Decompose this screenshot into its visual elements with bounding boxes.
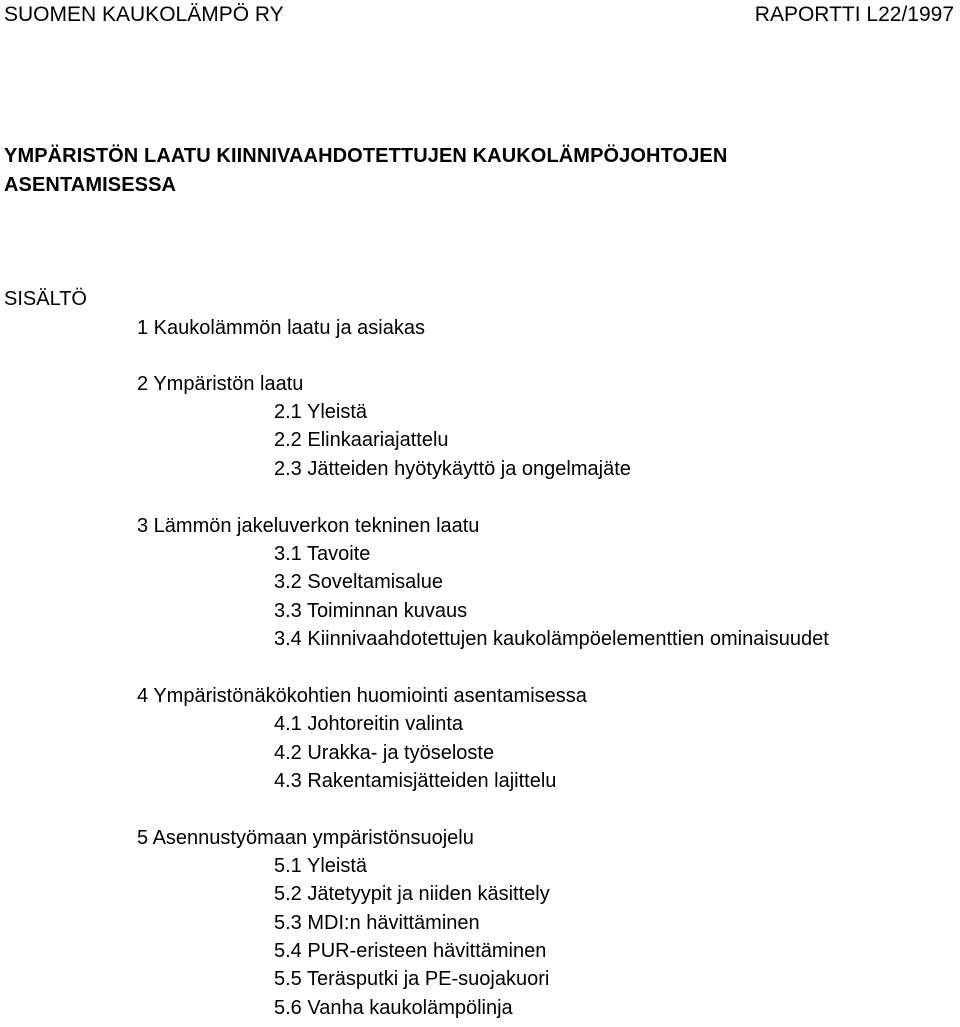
toc-item-5-1: 5.1 Yleistä xyxy=(274,855,368,877)
document-title-line-1: YMPÄRISTÖN LAATU KIINNIVAAHDOTETTUJEN KAUKOLÄMPÖJOHTOJEN xyxy=(4,145,728,167)
toc-item-4-3: 4.3 Rakentamisjätteiden lajittelu xyxy=(274,770,557,792)
toc-item-2: 2 Ympäristön laatu xyxy=(137,373,304,395)
toc-item-3-3: 3.3 Toiminnan kuvaus xyxy=(274,600,468,622)
toc-item-2-3: 2.3 Jätteiden hyötykäyttö ja ongelmajäte xyxy=(274,458,631,480)
toc-item-5-5: 5.5 Teräsputki ja PE-suojakuori xyxy=(274,968,550,990)
header-organization: SUOMEN KAUKOLÄMPÖ RY xyxy=(4,3,284,26)
toc-item-4-2: 4.2 Urakka- ja työseloste xyxy=(274,742,495,764)
toc-item-2-2: 2.2 Elinkaariajattelu xyxy=(274,429,449,451)
toc-item-2-1: 2.1 Yleistä xyxy=(274,401,368,423)
toc-item-3-1: 3.1 Tavoite xyxy=(274,543,371,565)
toc-item-5-3: 5.3 MDI:n hävittäminen xyxy=(274,912,480,934)
toc-item-5-2: 5.2 Jätetyypit ja niiden käsittely xyxy=(274,883,550,905)
toc-item-5-4: 5.4 PUR-eristeen hävittäminen xyxy=(274,940,547,962)
toc-item-4: 4 Ympäristönäkökohtien huomiointi asentamisessa xyxy=(137,685,587,707)
toc-item-1: 1 Kaukolämmön laatu ja asiakas xyxy=(137,317,425,339)
toc-item-5: 5 Asennustyömaan ympäristönsuojelu xyxy=(137,827,474,849)
toc-item-4-1: 4.1 Johtoreitin valinta xyxy=(274,713,464,735)
document-title-line-2: ASENTAMISESSA xyxy=(4,174,177,196)
toc-item-3-4: 3.4 Kiinnivaahdotettujen kaukolämpöelementtien ominaisuudet xyxy=(274,628,829,650)
header-report-number: RAPORTTI L22/1997 xyxy=(754,3,954,26)
toc-item-3-2: 3.2 Soveltamisalue xyxy=(274,571,443,593)
toc-heading: SISÄLTÖ xyxy=(4,288,87,310)
toc-item-3: 3 Lämmön jakeluverkon tekninen laatu xyxy=(137,515,480,537)
toc-item-5-6: 5.6 Vanha kaukolämpölinja xyxy=(274,997,513,1019)
